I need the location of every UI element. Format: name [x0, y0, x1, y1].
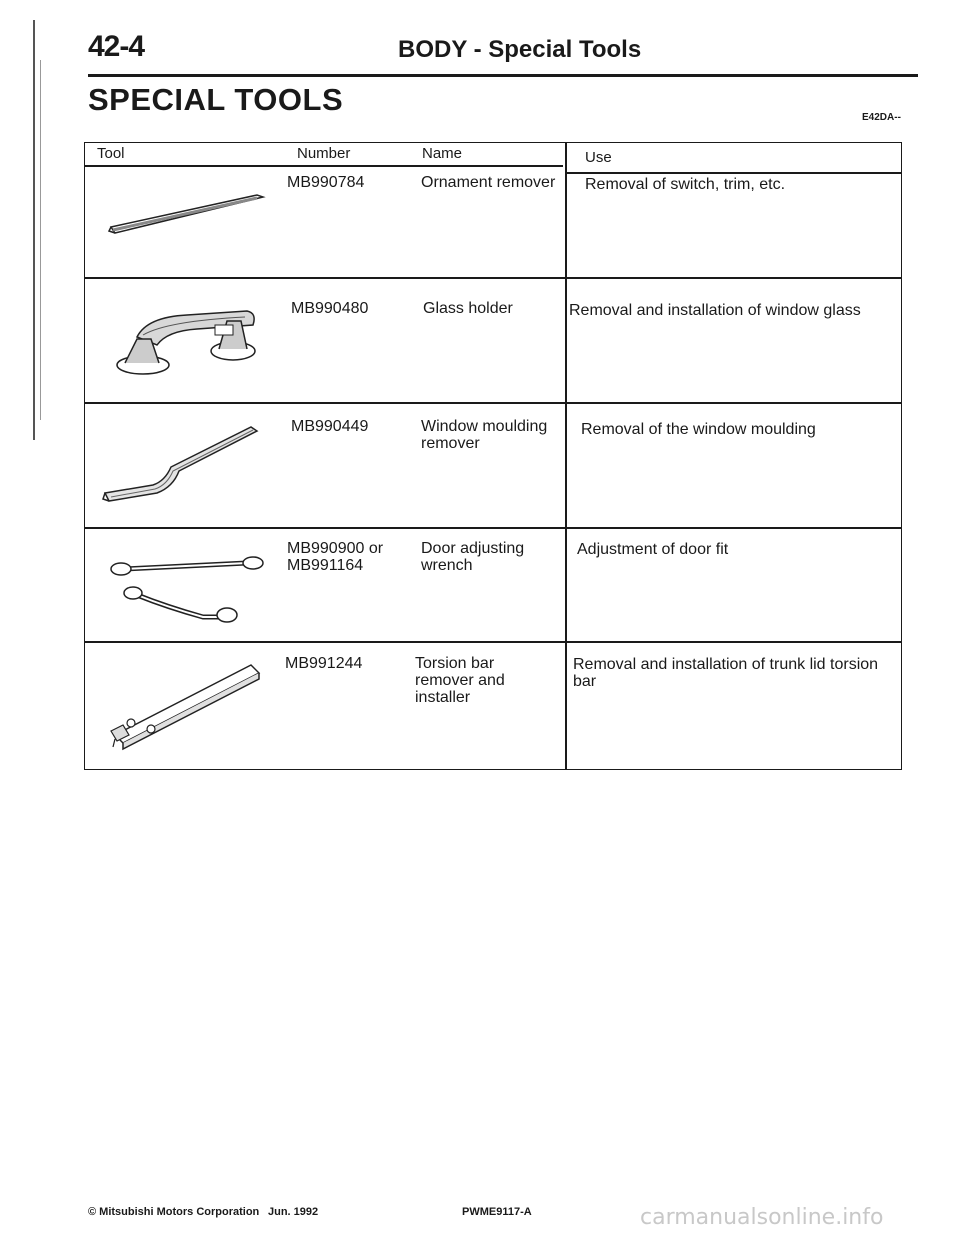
section-title: BODY - Special Tools — [398, 36, 642, 63]
row-separator — [85, 527, 901, 529]
row-separator — [85, 277, 901, 279]
tool-name: Window moulding remover — [421, 418, 548, 452]
tool-use: Removal and installation of trunk lid torsion bar — [573, 656, 879, 690]
tool-number: MB990900 or MB991164 — [287, 540, 384, 574]
tool-use: Adjustment of door fit — [577, 541, 729, 558]
tool-name: Glass holder — [423, 300, 513, 317]
tool-name: Ornament remover — [421, 174, 556, 191]
door-adjusting-wrench-icon — [107, 551, 267, 633]
page-number: 42-4 — [88, 30, 145, 63]
tool-name: Torsion bar remover and installer — [415, 655, 505, 706]
watermark: carmanualsonline.info — [640, 1205, 884, 1230]
ornament-remover-icon — [107, 187, 267, 239]
tool-number: MB990449 — [291, 418, 369, 435]
header-rule-right — [565, 172, 901, 174]
binding-edge-line — [33, 20, 35, 440]
doc-code: E42DA-- — [862, 112, 901, 123]
row-separator — [85, 641, 901, 643]
tool-use: Removal of the window moulding — [581, 421, 816, 438]
tool-use: Removal and installation of window glass — [569, 302, 861, 319]
column-header-tool: Tool — [97, 145, 125, 162]
torsion-bar-tool-icon — [101, 661, 261, 753]
glass-holder-icon — [107, 299, 267, 381]
tool-number: MB991244 — [285, 655, 363, 672]
column-header-number: Number — [297, 145, 351, 162]
binding-edge-line-secondary — [40, 60, 41, 420]
header-rule — [88, 74, 918, 77]
tool-number: MB990784 — [287, 174, 365, 191]
footer-date: Jun. 1992 — [268, 1206, 319, 1218]
row-separator — [85, 402, 901, 404]
tool-number: MB990480 — [291, 300, 369, 317]
header-rule-left — [85, 165, 563, 167]
footer-copyright: © Mitsubishi Motors Corporation — [88, 1206, 260, 1218]
page-title: SPECIAL TOOLS — [88, 82, 344, 117]
column-header-name: Name — [422, 145, 463, 162]
tool-use: Removal of switch, trim, etc. — [585, 176, 786, 193]
window-moulding-remover-icon — [101, 423, 261, 505]
column-divider — [565, 143, 567, 769]
tool-name: Door adjusting wrench — [421, 540, 525, 574]
special-tools-table — [84, 142, 902, 770]
column-header-use: Use — [585, 149, 612, 166]
footer-publication: PWME9117-A — [462, 1206, 532, 1218]
